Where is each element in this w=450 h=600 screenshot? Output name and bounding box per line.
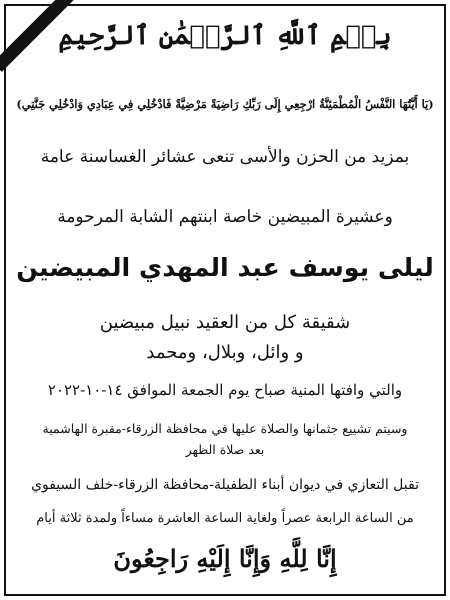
deceased-name: ليلى يوسف عبد المهدي المبيضين	[16, 252, 434, 282]
relation-line-2: و وائل، وبلال، ومحمد	[146, 342, 304, 363]
death-notice: والتي وافتها المنية صباح يوم الجمعة الموافق ١٤-١٠-٢٠٢٢	[47, 381, 403, 399]
announcement-line-1: بمزيد من الحزن والأسى تنعى عشائر الغساسنة عامة	[40, 147, 410, 167]
basmala: بِسۡمِ ٱللَّهِ ٱلرَّحۡمَٰنِ ٱلرَّحِيمِ	[58, 21, 392, 51]
relation-line-1: شقيقة كل من العقيد نبيل مبيضين	[99, 312, 351, 333]
announcement-line-2: وعشيرة المبيضين خاصة ابنتهم الشابة المرحومة	[57, 207, 393, 227]
notice-border	[4, 4, 446, 596]
condolence-venue: تقبل التعازي في ديوان أبناء الطفيلة-محافظة الزرقاء-خلف السيفوي	[31, 477, 419, 493]
condolence-time: من الساعة الرابعة عصراً ولغاية الساعة العاشرة مساءاً ولمدة ثلاثة أيام	[36, 511, 414, 526]
funeral-line-2: بعد صلاة الظهر	[185, 442, 265, 457]
closing-verse: إِنَّا لِلَّهِ وَإِنَّا إِلَيْهِ رَاجِعُونَ	[113, 544, 337, 573]
funeral-line-1: وسيتم تشييع جثمانها والصلاة عليها في محافظة الزرقاء-مقبرة الهاشمية	[42, 421, 408, 436]
quran-verse: (يَا أَيَّتُهَا النَّفْسُ الْمُطْمَئِنَّةُ ارْجِعِي إِلَى رَبِّكِ رَاضِيَةً مَرْضِيَّةً فَادْخُلِي فِي عِبَادِي وَادْخُلِي جَنَّتِي)	[16, 97, 434, 111]
